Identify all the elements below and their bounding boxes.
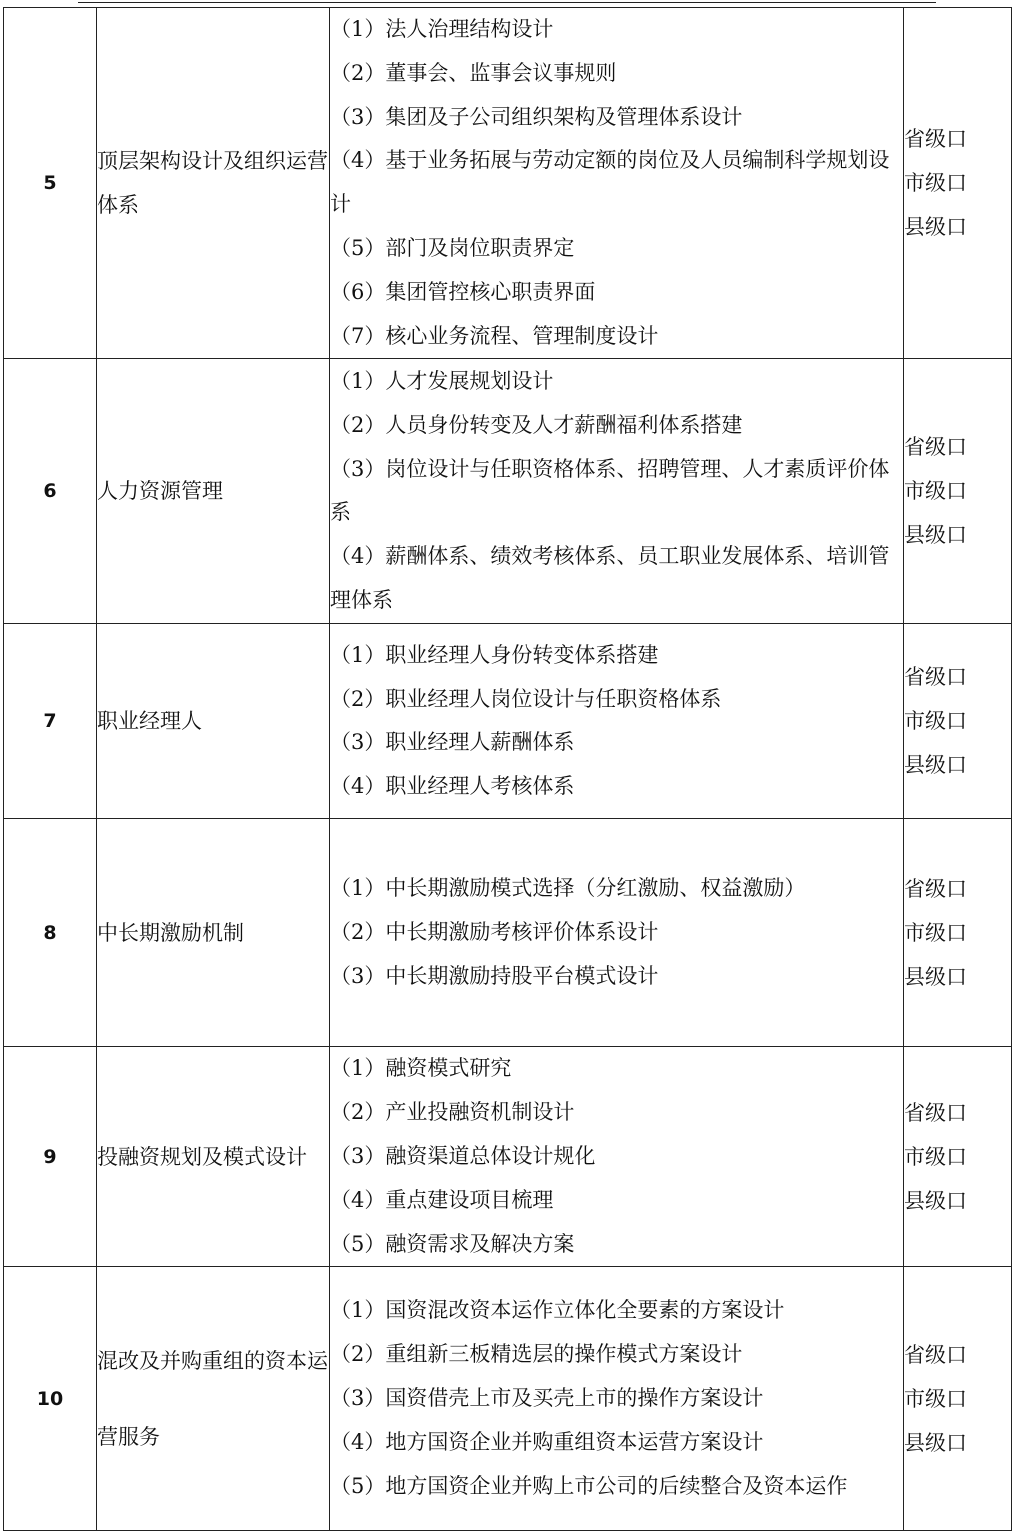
- row-number: 5: [4, 8, 97, 359]
- service-table: [3, 7, 1012, 1531]
- top-rule: [78, 2, 936, 3]
- table-row: [4, 359, 1012, 624]
- list-item: （4）地方国资企业并购重组资本运营方案设计: [330, 1429, 764, 1454]
- level-city: 市级口: [904, 920, 967, 945]
- row-number: 10: [4, 1267, 97, 1531]
- level-options: [904, 359, 1012, 624]
- level-city: 市级口: [904, 1144, 967, 1169]
- service-items: [330, 8, 904, 359]
- service-name: 混改及并购重组的资本运营服务: [97, 1267, 330, 1531]
- table-row: [4, 1047, 1012, 1267]
- level-province: 省级口: [904, 1342, 967, 1367]
- level-province: 省级口: [904, 127, 967, 152]
- list-item: （2）职业经理人岗位设计与任职资格体系: [330, 686, 722, 711]
- level-city: 市级口: [904, 709, 967, 734]
- level-county: 县级口: [904, 523, 967, 548]
- table-row: [4, 624, 1012, 819]
- service-name: 人力资源管理: [97, 359, 330, 624]
- list-item: （4）薪酬体系、绩效考核体系、员工职业发展体系、培训管理体系: [330, 544, 890, 612]
- level-options: [904, 1047, 1012, 1267]
- list-item: （1）融资模式研究: [330, 1056, 512, 1081]
- service-name: 职业经理人: [97, 624, 330, 819]
- list-item: （7）核心业务流程、管理制度设计: [330, 323, 659, 348]
- level-options: [904, 1267, 1012, 1531]
- service-items: [330, 819, 904, 1047]
- list-item: （4）重点建设项目梳理: [330, 1187, 554, 1212]
- list-item: （2）人员身份转变及人才薪酬福利体系搭建: [330, 412, 743, 437]
- level-options: [904, 624, 1012, 819]
- list-item: （6）集团管控核心职责界面: [330, 279, 596, 304]
- level-city: 市级口: [904, 1386, 967, 1411]
- list-item: （3）融资渠道总体设计规化: [330, 1143, 596, 1168]
- list-item: （2）产业投融资机制设计: [330, 1100, 575, 1125]
- list-item: （4）职业经理人考核体系: [330, 774, 575, 799]
- level-county: 县级口: [904, 1188, 967, 1213]
- list-item: （3）职业经理人薪酬体系: [330, 730, 575, 755]
- service-items: [330, 1267, 904, 1531]
- list-item: （1）法人治理结构设计: [330, 17, 554, 41]
- list-item: （5）融资需求及解决方案: [330, 1231, 575, 1256]
- list-item: （2）中长期激励考核评价体系设计: [330, 919, 659, 944]
- list-item: （1）人才发展规划设计: [330, 368, 554, 393]
- list-item: （1）中长期激励模式选择（分红激励、权益激励）: [330, 876, 806, 901]
- table-row: [4, 819, 1012, 1047]
- service-items: [330, 359, 904, 624]
- service-items: [330, 1047, 904, 1267]
- service-name: 投融资规划及模式设计: [97, 1047, 330, 1267]
- list-item: （4）基于业务拓展与劳动定额的岗位及人员编制科学规划设计: [330, 148, 890, 217]
- list-item: （3）岗位设计与任职资格体系、招聘管理、人才素质评价体系: [330, 456, 890, 525]
- level-county: 县级口: [904, 215, 967, 240]
- service-items: [330, 624, 904, 819]
- service-name: 顶层架构设计及组织运营体系: [97, 8, 330, 359]
- level-county: 县级口: [904, 964, 967, 989]
- list-item: （2）重组新三板精选层的操作模式方案设计: [330, 1342, 743, 1367]
- list-item: （3）中长期激励持股平台模式设计: [330, 963, 659, 988]
- level-province: 省级口: [904, 435, 967, 460]
- level-city: 市级口: [904, 171, 967, 196]
- level-county: 县级口: [904, 1430, 967, 1455]
- list-item: （3）国资借壳上市及买壳上市的操作方案设计: [330, 1385, 764, 1410]
- list-item: （5）部门及岗位职责界定: [330, 235, 575, 260]
- table-row: [4, 8, 1012, 359]
- list-item: （2）董事会、监事会议事规则: [330, 60, 617, 85]
- level-province: 省级口: [904, 665, 967, 690]
- level-city: 市级口: [904, 479, 967, 504]
- list-item: （3）集团及子公司组织架构及管理体系设计: [330, 104, 743, 129]
- list-item: （1）国资混改资本运作立体化全要素的方案设计: [330, 1298, 785, 1323]
- level-province: 省级口: [904, 1100, 967, 1125]
- list-item: （1）职业经理人身份转变体系搭建: [330, 642, 659, 667]
- level-province: 省级口: [904, 876, 967, 901]
- list-item: （5）地方国资企业并购上市公司的后续整合及资本运作: [330, 1473, 848, 1498]
- row-number: 8: [4, 819, 97, 1047]
- level-county: 县级口: [904, 753, 967, 778]
- service-name: 中长期激励机制: [97, 819, 330, 1047]
- table-row: [4, 1267, 1012, 1531]
- level-options: [904, 819, 1012, 1047]
- row-number: 9: [4, 1047, 97, 1267]
- row-number: 7: [4, 624, 97, 819]
- row-number: 6: [4, 359, 97, 624]
- level-options: [904, 8, 1012, 359]
